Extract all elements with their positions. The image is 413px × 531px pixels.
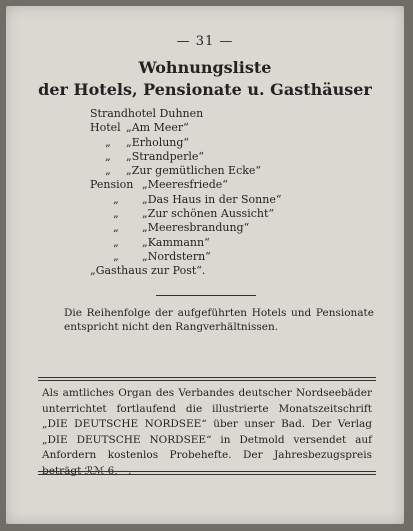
entry-name: „Meeresfriede“ [142, 178, 228, 192]
list-item [90, 193, 390, 207]
list-item [90, 136, 390, 150]
ditto-mark: „ [113, 249, 119, 263]
list-item [90, 121, 390, 135]
entry-lead: „Gasthaus zur Post“. [90, 264, 206, 278]
entry-name: „Meeresbrandung“ [142, 221, 250, 235]
list-item [90, 221, 390, 235]
list-item [90, 107, 390, 121]
list-item [90, 164, 390, 178]
accommodation-list [90, 107, 390, 279]
entry-lead: Pension [90, 178, 134, 192]
entry-name: „Zur schönen Aussicht“ [142, 207, 274, 221]
entry-name: „Kammann“ [142, 235, 210, 249]
entry-name: „Das Haus in der Sonne“ [142, 192, 282, 206]
short-divider [156, 295, 256, 296]
ditto-mark: „ [105, 149, 111, 163]
entry-lead: Strandhotel Duhnen [90, 107, 204, 120]
booklet-page [6, 6, 404, 524]
entry-lead: Hotel [90, 121, 121, 135]
ditto-mark: „ [113, 235, 119, 249]
ditto-mark: „ [113, 192, 119, 206]
page-title: Wohnungsliste [138, 58, 272, 77]
ranking-note: Die Reihenfolge der aufgeführten Hotels und Pensionate entspricht nicht den Rangverhältnissen. [64, 307, 374, 333]
list-item [90, 236, 390, 250]
magazine-notice-text: Als amtliches Organ des Verbandes deutscher Nordseebäder unterrichtet fortlaufend die illustrierte Monatszeitschrift „DIE DEUTSCHE NORDSEE“ über unser Bad. Der Verlag „DIE DEUTSCHE NORDSEE“ in Detmold versendet auf Anfordern kostenlos Probehefte. Der Jahresbezugspreis beträgt ℛℳ 6,—. [42, 387, 372, 477]
list-item [90, 150, 390, 164]
box-rule-top-inner [38, 380, 376, 381]
list-item [90, 207, 390, 221]
ditto-mark: „ [113, 221, 119, 235]
box-rule-bottom-inner [38, 474, 376, 475]
entry-name: „Nordstern“ [142, 249, 211, 263]
page-subtitle: der Hotels, Pensionate u. Gasthäuser [38, 80, 372, 99]
page-number: — 31 — [176, 34, 234, 49]
box-rule-bottom [38, 471, 376, 472]
ditto-mark: „ [105, 135, 111, 149]
entry-name: „Am Meer“ [126, 121, 189, 135]
ditto-mark: „ [113, 207, 119, 221]
box-rule-top [38, 377, 376, 378]
list-item [90, 250, 390, 264]
entry-name: „Zur gemütlichen Ecke“ [126, 164, 262, 178]
list-item [90, 178, 390, 192]
list-item [90, 264, 390, 278]
entry-name: „Erholung“ [126, 135, 190, 149]
magazine-notice [42, 386, 372, 479]
entry-name: „Strandperle“ [126, 149, 205, 163]
ditto-mark: „ [105, 164, 111, 178]
